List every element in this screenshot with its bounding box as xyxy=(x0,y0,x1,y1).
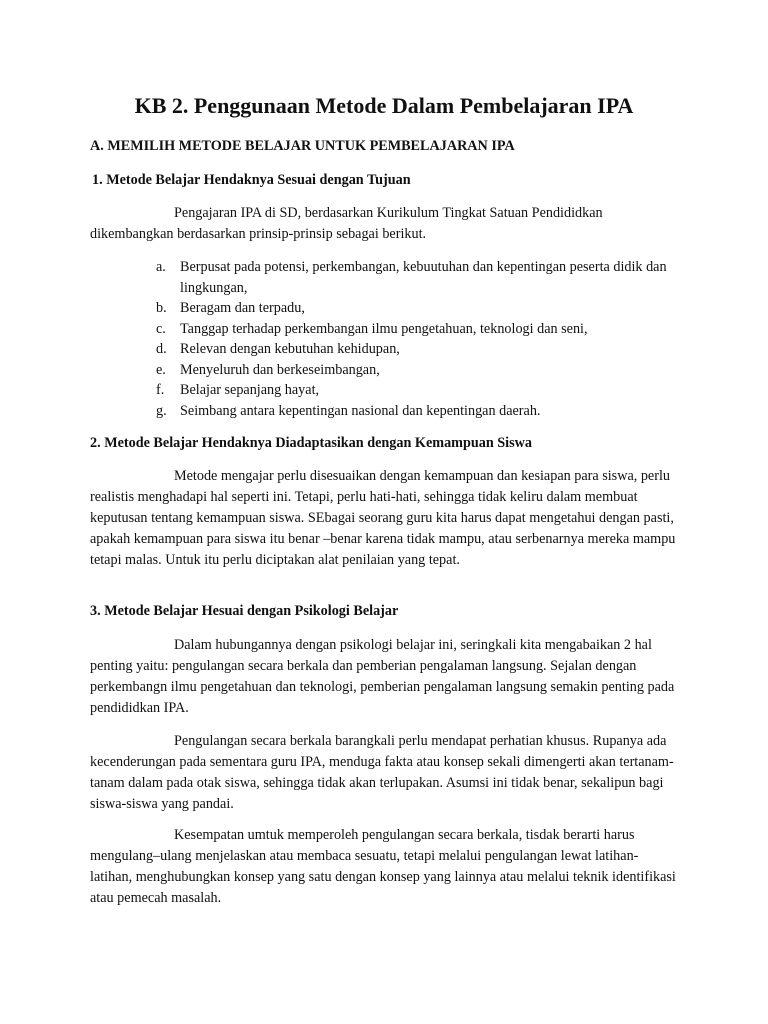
list-marker: c. xyxy=(156,320,166,337)
list-marker: f. xyxy=(156,382,165,398)
page-title: KB 2. Penggunaan Metode Dalam Pembelajaran IPA xyxy=(134,93,634,118)
list-marker: d. xyxy=(156,341,167,357)
list-item xyxy=(90,298,680,319)
subheading-3: 3. Metode Belajar Hesuai dengan Psikologi Belajar xyxy=(90,603,399,619)
paragraph-3b: Pengulangan secara berkala barangkali perlu mendapat perhatian khusus. Rupanya ada kecenderungan pada sementara guru IPA, menduga fakta atau konsep sekali dimengerti akan tertanam- tanam dalam pada otak siswa, sehingga tidak akan terlupakan. Asumsi ini tidak benar, sekalipun bagi siswa-siswa yang pandai. xyxy=(90,733,674,812)
list-item-text: Berpusat pada potensi, perkembangan, kebuutuhan dan kepentingan peserta didik dan lingkungan, xyxy=(180,259,667,296)
section-heading-a: A. MEMILIH METODE BELAJAR UNTUK PEMBELAJARAN IPA xyxy=(90,138,515,154)
list-item-text: Relevan dengan kebutuhan kehidupan, xyxy=(180,341,400,357)
principles-list xyxy=(90,257,680,421)
list-item xyxy=(90,401,680,422)
list-marker: b. xyxy=(156,300,167,316)
list-item-text: Tanggap terhadap perkembangan ilmu pengetahuan, teknologi dan seni, xyxy=(180,320,588,337)
paragraph-2: Metode mengajar perlu disesuaikan dengan kemampuan dan kesiapan para siswa, perlu realistis menghadapi hal seperti ini. Tetapi, perlu hati-hati, sehingga tidak keliru dalam membuat keputusan tentang kemampuan siswa. SEbagai seorang guru kita harus dapat mengetahui dengan pasti, apakah kemampuan para siswa itu benar –benar karena tidak mampu, atau serbenarnya mereka mampu tetapi malas. Untuk itu perlu diciptakan alat penilaian yang tepat. xyxy=(90,468,676,568)
list-marker: e. xyxy=(156,361,166,378)
paragraph-3a: Dalam hubungannya dengan psikologi belajar ini, seringkali kita mengabaikan 2 hal penting yaitu: pengulangan secara berkala dan pemberian pengalaman langsung. Sejalan dengan perkembangn ilmu pengetahuan dan teknologi, pemberian pengalaman langsung semakin penting pada pendididkan IPA. xyxy=(90,637,675,716)
list-item xyxy=(90,360,680,381)
list-item xyxy=(90,319,680,340)
list-item xyxy=(90,339,680,360)
subheading-1: 1. Metode Belajar Hendaknya Sesuai dengan Tujuan xyxy=(92,172,411,188)
list-item-text: Beragam dan terpadu, xyxy=(180,300,305,316)
paragraph-1-intro: Pengajaran IPA di SD, berdasarkan Kurikulum Tingkat Satuan Pendididkan dikembangkan berdasarkan prinsip-prinsip sebagai berikut. xyxy=(90,205,603,242)
paragraph-3c: Kesempatan umtuk memperoleh pengulangan secara berkala, tisdak berarti harus mengulang–ulang menjelaskan atau membaca sesuatu, tetapi melalui pengulangan lewat latihan-latihan, menghubungkan konsep yang satu dengan konsep yang lainnya atau melalui teknik identifikasi atau pemecah masalah. xyxy=(90,827,676,906)
list-marker: a. xyxy=(156,259,166,275)
list-marker: g. xyxy=(156,402,167,419)
list-item xyxy=(90,257,680,298)
list-item-text: Seimbang antara kepentingan nasional dan kepentingan daerah. xyxy=(180,402,541,419)
subheading-2: 2. Metode Belajar Hendaknya Diadaptasikan dengan Kemampuan Siswa xyxy=(90,435,532,451)
list-item xyxy=(90,380,680,401)
list-item-text: Belajar sepanjang hayat, xyxy=(180,382,320,398)
list-item-text: Menyeluruh dan berkeseimbangan, xyxy=(180,361,380,378)
